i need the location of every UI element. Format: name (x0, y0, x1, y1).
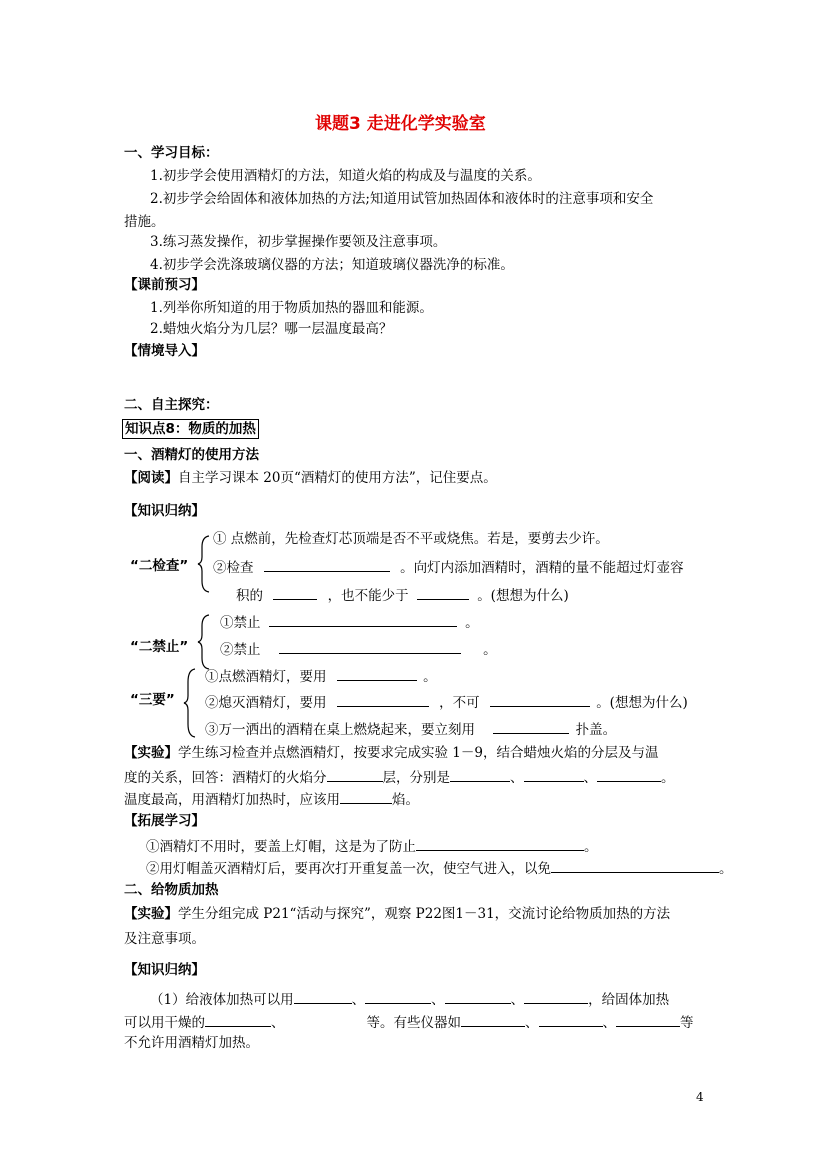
exp-text-3a: 温度最高，用酒精灯加热时，应该用 (124, 792, 340, 808)
liquid-heat-blank-1[interactable] (294, 989, 352, 1004)
check-3-blank-2[interactable] (417, 585, 469, 600)
flame-layer-blank-2[interactable] (524, 767, 584, 782)
exp2-line-2: 及注意事项。 (124, 931, 205, 947)
subheading-heating: 二、给物质加热 (124, 882, 219, 898)
read-line (124, 469, 497, 487)
read-label: 【阅读】 (124, 470, 178, 486)
no-heat-blank-3[interactable] (616, 1012, 680, 1027)
preview-heading: 【课前预习】 (124, 277, 205, 293)
extension-1 (146, 836, 598, 856)
must-1 (205, 666, 437, 686)
no-heat-blank-2[interactable] (539, 1012, 603, 1027)
forbid-2-blank[interactable] (279, 639, 461, 654)
check-2-suffix: 。向灯内添加酒精时，酒精的量不能超过灯壶容 (400, 560, 684, 576)
check-label: “二检查” (130, 558, 189, 574)
extension-2-blank[interactable] (551, 858, 719, 873)
extension-2-period: 。 (719, 861, 733, 877)
exp2-line-1 (124, 905, 670, 923)
goal-4: 4.初步学会洗涤玻璃仪器的方法；知道玻璃仪器洗净的标准。 (150, 257, 514, 273)
must-2-blank-1[interactable] (337, 692, 429, 707)
summary-label: 【知识归纳】 (124, 503, 205, 519)
goal-3: 3.练习蒸发操作，初步掌握操作要领及注意事项。 (150, 234, 447, 250)
subheading-alcohol-lamp: 一、酒精灯的使用方法 (124, 447, 259, 463)
must-brace (183, 668, 197, 738)
goal-1: 1.初步学会使用酒精灯的方法，知道火焰的构成及与温度的关系。 (150, 168, 541, 184)
check-2-prefix: ②检查 (213, 560, 254, 576)
heat-line-2c: 等 (680, 1015, 694, 1031)
extension-2-text: ②用灯帽盖灭酒精灯后，要再次打开重复盖一次，使空气进入，以免 (146, 861, 551, 877)
intro-heading: 【情境导入】 (124, 343, 205, 359)
must-2 (205, 692, 688, 712)
preview-item-1: 1.列举你所知道的用于物质加热的器皿和能源。 (150, 300, 433, 316)
summary2-label: 【知识归纳】 (124, 962, 205, 978)
exp-text-1: 学生练习检查并点燃酒精灯，按要求完成实验 1－9，结合蜡烛火焰的分层及与温 (178, 745, 659, 761)
must-2-suffix: 。(想想为什么) (596, 695, 688, 711)
sep-7: 、 (525, 1015, 539, 1031)
solid-heat-blank-1[interactable] (205, 1012, 271, 1027)
check-3-prefix: 积的 (236, 588, 263, 604)
exp2-text-1: 学生分组完成 P21“活动与探究”，观察 P22图1－31，交流讨论给物质加热的方法 (178, 906, 671, 922)
sep-8: 、 (602, 1015, 616, 1031)
flame-layers-blank[interactable] (327, 767, 383, 782)
must-1-prefix: ①点燃酒精灯，要用 (205, 669, 327, 685)
exp-text-2a: 度的关系，回答：酒精灯的火焰分 (124, 770, 327, 786)
section-heading-goals: 一、学习目标： (124, 145, 219, 161)
flame-layer-blank-1[interactable] (450, 767, 510, 782)
extension-1-blank[interactable] (416, 836, 584, 851)
liquid-heat-blank-2[interactable] (365, 989, 431, 1004)
knowledge-point-box: 知识点8：物质的加热 (122, 419, 259, 439)
forbid-1-blank[interactable] (269, 612, 457, 627)
heat-line-3: 不允许用酒精灯加热。 (124, 1035, 259, 1051)
must-3-blank[interactable] (493, 719, 569, 734)
exp-line-2 (124, 767, 675, 787)
exp-line-1 (124, 744, 658, 762)
page-title: 课题3 走进化学实验室 (315, 114, 486, 134)
exp-label: 【实验】 (124, 745, 178, 761)
forbid-brace (197, 614, 211, 670)
liquid-heat-blank-3[interactable] (445, 989, 511, 1004)
check-3 (236, 585, 569, 605)
heat-line-2 (124, 1012, 694, 1032)
heat-line-2b: 等。有些仪器如 (366, 1015, 461, 1031)
section-heading-explore: 二、自主探究： (124, 397, 219, 413)
heat-line-1a: （1）给液体加热可以用 (150, 992, 294, 1008)
flame-use-blank[interactable] (340, 789, 392, 804)
extension-1-text: ①酒精灯不用时，要盖上灯帽，这是为了防止 (146, 839, 416, 855)
page-number: 4 (696, 1090, 704, 1104)
must-2-prefix: ②熄灭酒精灯，要用 (205, 695, 327, 711)
check-3-blank-1[interactable] (273, 585, 317, 600)
check-3-mid: ，也不能少于 (327, 588, 409, 604)
extension-label: 【拓展学习】 (124, 813, 205, 829)
must-1-blank[interactable] (337, 666, 417, 681)
forbid-1 (220, 612, 479, 632)
must-1-period: 。 (423, 669, 437, 685)
exp-text-2b: 层，分别是 (382, 770, 450, 786)
must-label: “三要” (130, 692, 175, 708)
preview-item-2: 2.蜡烛火焰分为几层？哪一层温度最高？ (150, 321, 393, 337)
check-1: ① 点燃前，先检查灯芯顶端是否不平或烧焦。若是，要剪去少许。 (213, 531, 609, 547)
goal-2: 2.初步学会给固体和液体加热的方法;知道用试管加热固体和液体时的注意事项和安全 (150, 191, 654, 207)
forbid-2-prefix: ②禁止 (220, 642, 261, 658)
sep-3: 、 (351, 992, 366, 1008)
forbid-2 (220, 639, 497, 659)
exp-line-2-period: 。 (661, 770, 675, 786)
sep-4: 、 (431, 992, 445, 1008)
must-2-blank-2[interactable] (490, 692, 590, 707)
check-brace (197, 535, 211, 593)
sep-2: 、 (583, 770, 597, 786)
exp2-label: 【实验】 (124, 906, 178, 922)
forbid-2-period: 。 (483, 642, 497, 658)
sep-1: 、 (510, 770, 524, 786)
liquid-heat-blank-4[interactable] (524, 989, 588, 1004)
read-text: 自主学习课本 20页“酒精灯的使用方法”，记住要点。 (178, 470, 497, 486)
extension-2 (146, 858, 733, 878)
sep-5: 、 (510, 992, 525, 1008)
heat-line-2a: 可以用干燥的 (124, 1015, 205, 1031)
must-3-suffix: 扑盖。 (575, 722, 617, 738)
heat-line-1 (150, 989, 669, 1009)
goal-2-cont: 措施。 (124, 214, 165, 230)
extension-1-period: 。 (584, 839, 598, 855)
check-2-blank[interactable] (264, 557, 390, 572)
check-3-suffix: 。(想想为什么) (477, 588, 569, 604)
must-3 (205, 719, 616, 739)
must-3-prefix: ③万一洒出的酒精在桌上燃烧起来，要立刻用 (205, 722, 475, 738)
check-2 (213, 557, 684, 577)
forbid-label: “二禁止” (130, 639, 189, 655)
exp-text-3b: 焰。 (392, 792, 419, 808)
heat-line-1b: ，给固体加热 (588, 992, 670, 1008)
must-2-mid: ，不可 (439, 695, 480, 711)
flame-layer-blank-3[interactable] (597, 767, 661, 782)
no-heat-blank-1[interactable] (461, 1012, 525, 1027)
sep-6: 、 (271, 1015, 285, 1031)
forbid-1-prefix: ①禁止 (220, 615, 261, 631)
exp-line-3 (124, 789, 419, 809)
forbid-1-period: 。 (465, 615, 479, 631)
